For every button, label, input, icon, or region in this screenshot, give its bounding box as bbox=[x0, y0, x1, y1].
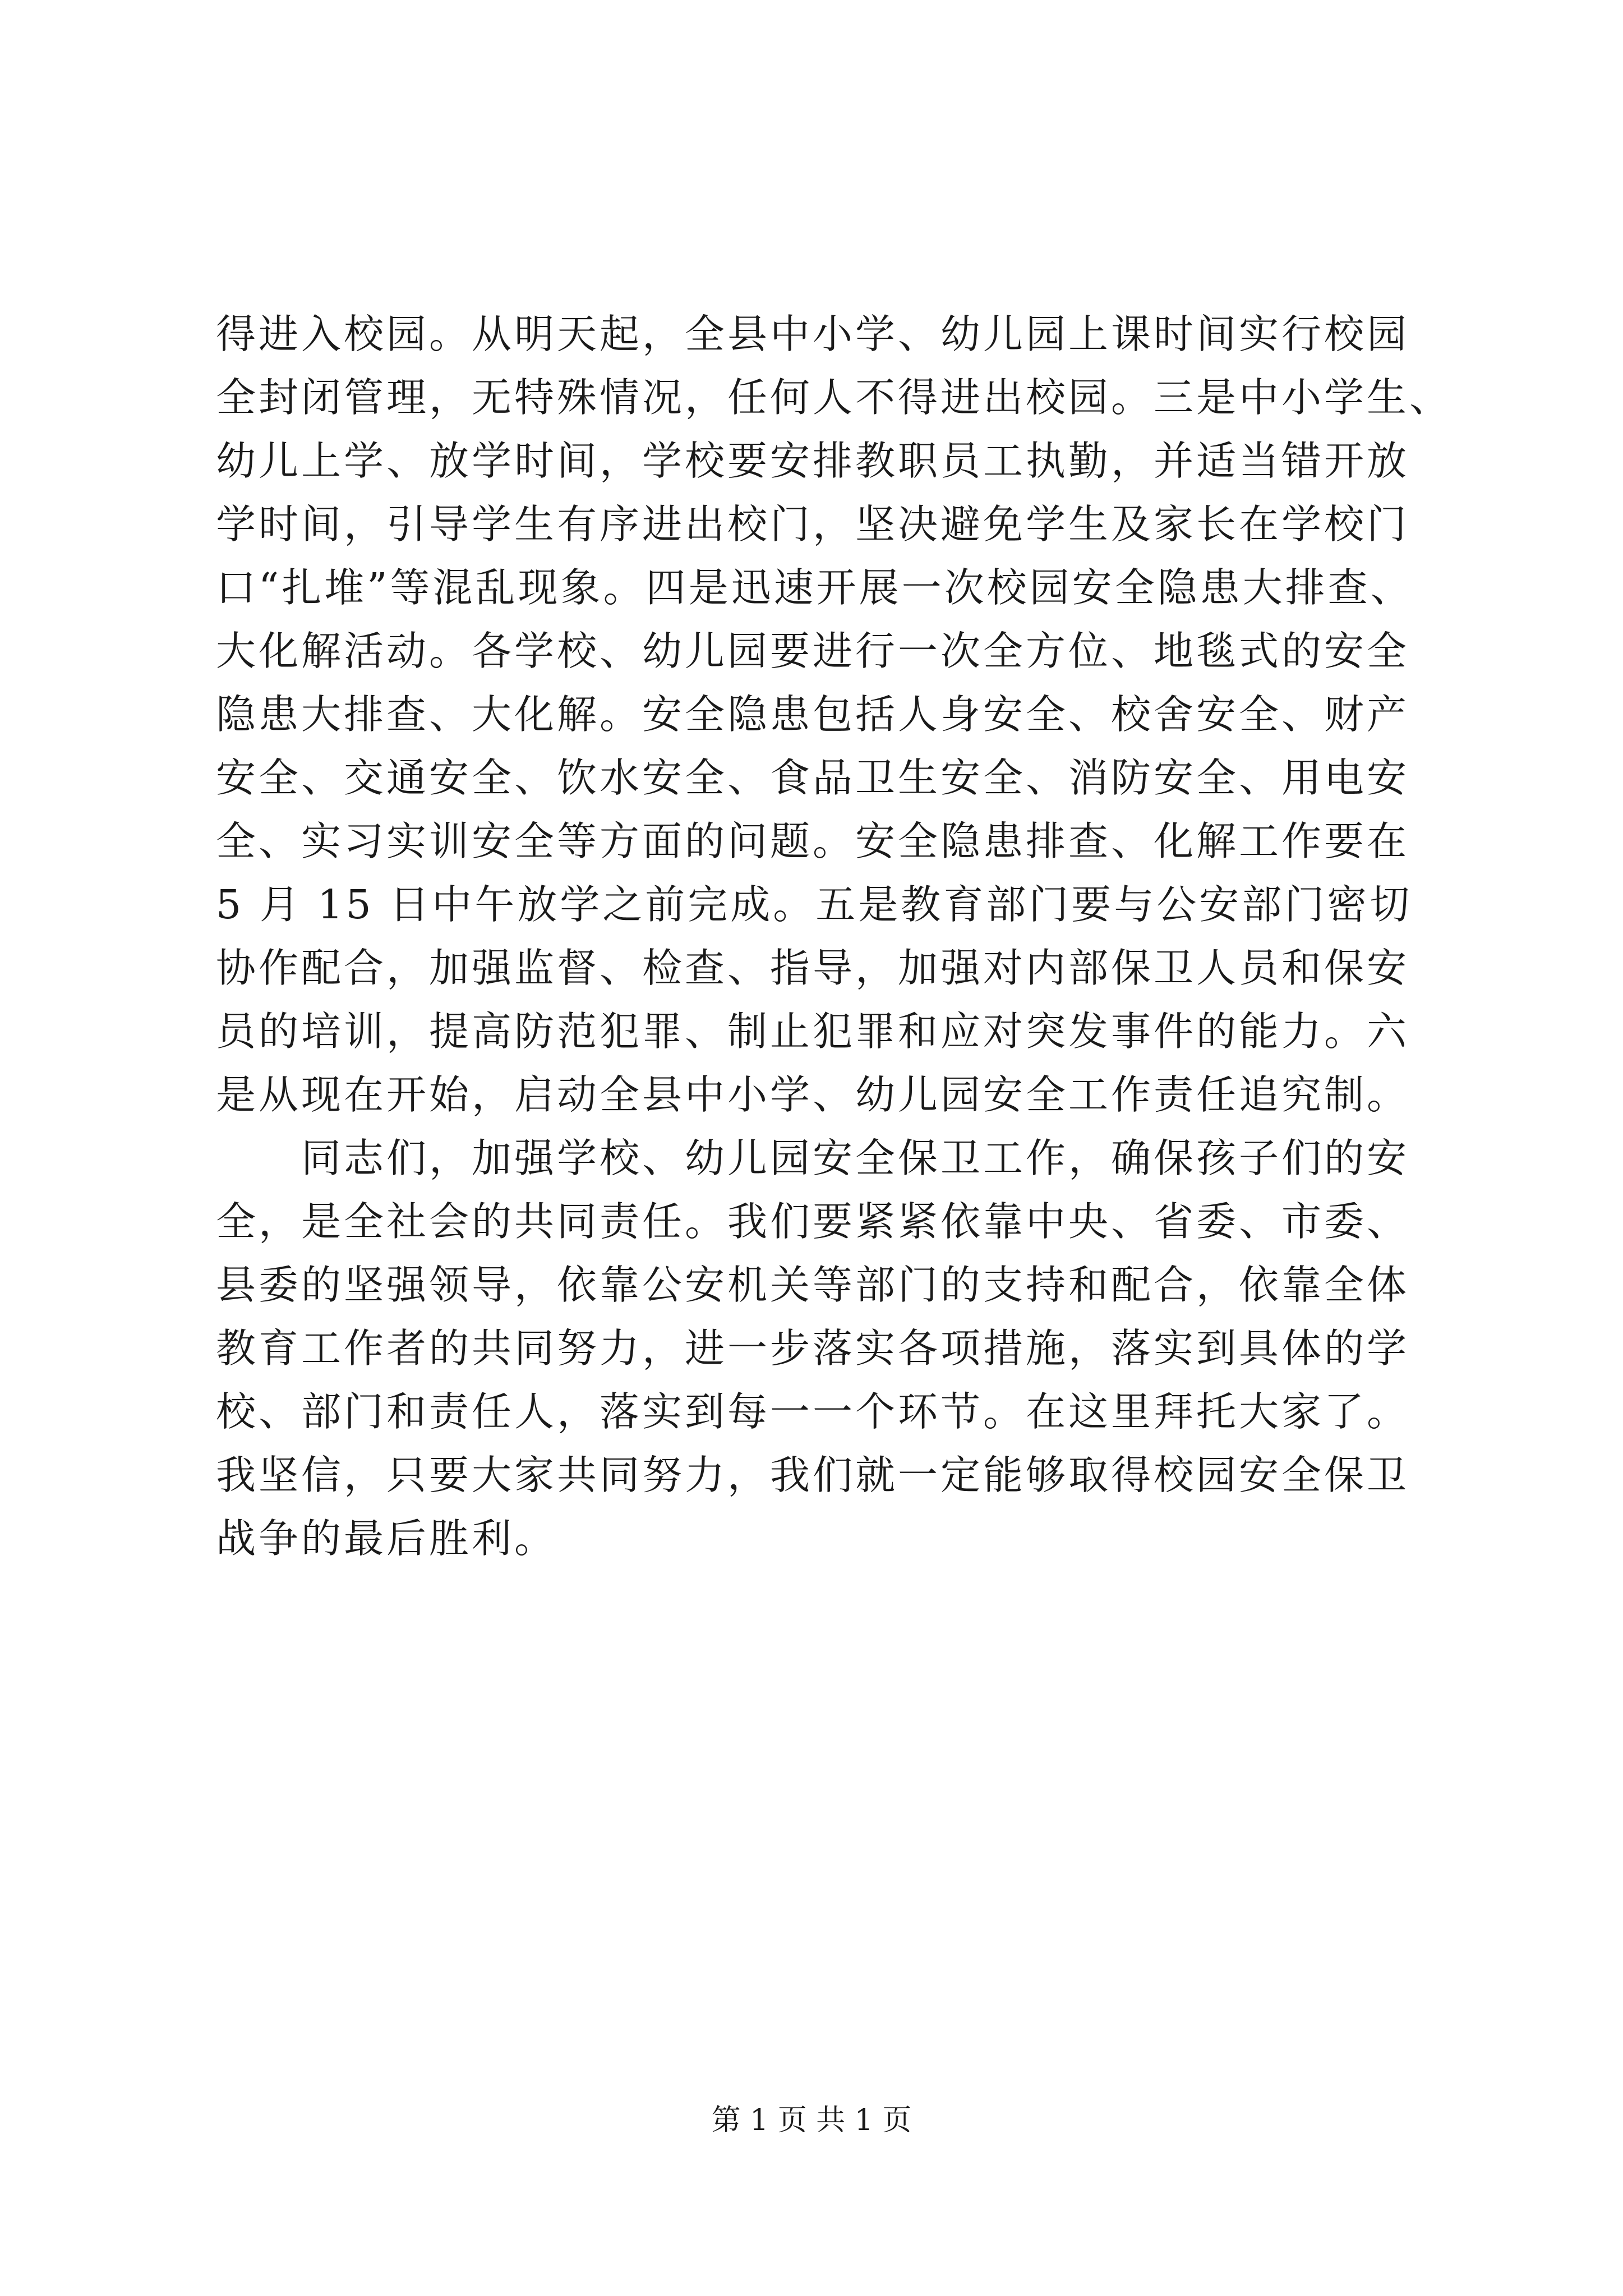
text-line: 战争的最后胜利。 bbox=[216, 1515, 557, 1562]
text-line: 全封闭管理，无特殊情况，任何人不得进出校园。三是中小学生、 bbox=[216, 374, 1453, 421]
text-line: 安全、交通安全、饮水安全、食品卫生安全、消防安全、用电安 bbox=[216, 754, 1410, 801]
text-line: 口“扎堆”等混乱现象。四是迅速开展一次校园安全隐患大排查、 bbox=[216, 564, 1413, 611]
text-line: 是从现在开始，启动全县中小学、幼儿园安全工作责任追究制。 bbox=[216, 1071, 1410, 1118]
text-line: 县委的坚强领导，依靠公安机关等部门的支持和配合，依靠全体 bbox=[216, 1262, 1410, 1308]
text-line: 得进入校园。从明天起，全县中小学、幼儿园上课时间实行校园 bbox=[216, 311, 1410, 357]
text-line: 教育工作者的共同努力，进一步落实各项措施，落实到具体的学 bbox=[216, 1325, 1410, 1372]
text-line: 5 月 15 日中午放学之前完成。五是教育部门要与公安部门密切 bbox=[216, 881, 1413, 928]
text-line: 学时间，引导学生有序进出校门，坚决避免学生及家长在学校门 bbox=[216, 501, 1410, 547]
text-line: 协作配合，加强监督、检查、指导，加强对内部保卫人员和保安 bbox=[216, 945, 1410, 991]
text-line: 隐患大排查、大化解。安全隐患包括人身安全、校舍安全、财产 bbox=[216, 691, 1410, 738]
text-line: 全、实习实训安全等方面的问题。安全隐患排查、化解工作要在 bbox=[216, 818, 1410, 864]
text-line: 校、部门和责任人，落实到每一一个环节。在这里拜托大家了。 bbox=[216, 1388, 1410, 1435]
text-line: 全，是全社会的共同责任。我们要紧紧依靠中央、省委、市委、 bbox=[216, 1198, 1410, 1245]
text-line: 幼儿上学、放学时间，学校要安排教职员工执勤，并适当错开放 bbox=[216, 438, 1410, 484]
text-line: 我坚信，只要大家共同努力，我们就一定能够取得校园安全保卫 bbox=[216, 1452, 1410, 1498]
text-line: 员的培训，提高防范犯罪、制止犯罪和应对突发事件的能力。六 bbox=[216, 1008, 1410, 1055]
text-line: 大化解活动。各学校、幼儿园要进行一次全方位、地毯式的安全 bbox=[216, 628, 1410, 674]
page-footer: 第 1 页 共 1 页 bbox=[711, 2104, 912, 2137]
text-line: 同志们，加强学校、幼儿园安全保卫工作，确保孩子们的安 bbox=[216, 1135, 1410, 1181]
